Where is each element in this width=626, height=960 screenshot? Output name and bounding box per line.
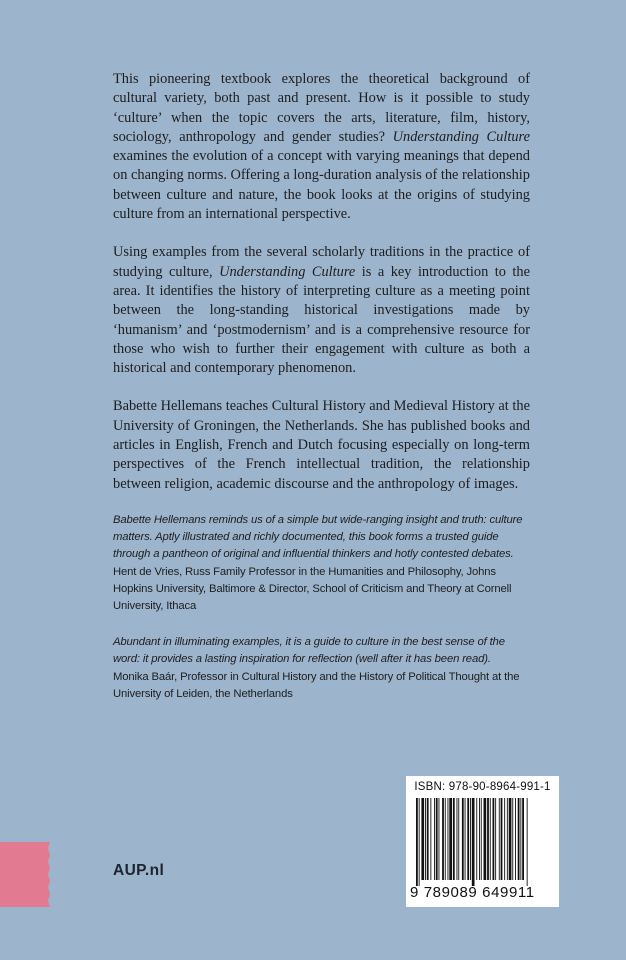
reviews (113, 512, 533, 722)
barcode-bar (481, 798, 482, 880)
barcode-bar (527, 798, 528, 886)
barcode-bar (448, 798, 449, 880)
barcode-bar (499, 798, 500, 880)
blurb-text: is a key introduction to the area. It identifies the history of interpreting culture as a meeting point between the long-standing historical investigations made by ‘humanism’ and ‘postmodernism’ and is a comprehensive resource for those who wish to further their engagement with culture as both a historical and contemporary phenomenon. (113, 263, 530, 377)
barcode-bar (467, 798, 469, 880)
barcode-bar (472, 798, 475, 886)
barcode-bar (419, 798, 420, 886)
blurb-text: This pioneering textbook explores the theoretical background of cultural variety, both past and present. How is it possible to study ‘culture’ when the topic covers the arts, literature, film, history, sociology, anthropology and gender studies? (113, 71, 530, 145)
barcode-bar (449, 798, 452, 880)
barcode-bar (445, 798, 446, 880)
barcode-bar (487, 798, 489, 880)
barcode-bar (421, 798, 424, 880)
isbn-label: ISBN: 978-90-8964-991-1 (414, 781, 551, 793)
barcode-bar (416, 798, 418, 886)
barcode-bar (484, 798, 487, 880)
isbn-barcode (406, 776, 559, 907)
review-quote: Babette Hellemans reminds us of a simple but wide-ranging insight and truth: culture matters. Aptly illustrated and richly documented, this book forms a trusted guide through a pantheon of original and influential thinkers and hotly contested debates. (113, 514, 523, 561)
barcode-bar (458, 798, 459, 880)
barcode-bar (434, 798, 435, 880)
barcode-bar (501, 798, 503, 880)
barcode-bar (457, 798, 458, 880)
author-bio: Babette Hellemans teaches Cultural History and Medieval History at the University of Groningen, the Netherlands. She has published books and articles in English, French and Dutch focusing especially on long-term perspectives of the French intellectual tradition, the relationship between religion, academic discourse and the anthropology of images. (113, 398, 530, 492)
barcode-bar (430, 798, 431, 880)
barcode-bar (462, 798, 464, 880)
barcode-bar (436, 798, 438, 880)
barcode-bar (425, 798, 426, 880)
blurb-text: Using examples from the several scholarly traditions in the practice of studying culture, (113, 244, 530, 280)
review-attribution: Monika Baár, Professor in Cultural History and the History of Political Thought at the University of Leiden, the Netherlands (113, 670, 520, 700)
review-attribution: Hent de Vries, Russ Family Professor in the Humanities and Philosophy, Johns Hopkins University, Baltimore & Director, School of Criticism and Theory at Cornell University, Ithaca (113, 565, 512, 613)
review-quote: Abundant in illuminating examples, it is a guide to culture in the best sense of the word: it provides a lasting inspiration for reflection (well after it has been read). (113, 636, 505, 666)
book-title-italic: Understanding Culture (219, 263, 356, 280)
blurb-paragraph-2 (113, 243, 530, 378)
review-2 (113, 634, 533, 703)
barcode-bar (520, 798, 521, 880)
barcode-bar (465, 798, 466, 880)
barcode-bar (512, 798, 513, 880)
barcode-bar (522, 798, 524, 880)
blurb-text: examines the evolution of a concept with varying meanings that depend on changing norms. Offering a long-duration analysis of the relationship between culture and nature, the book looks at the origins of studying culture from an international perspective. (113, 148, 530, 223)
barcode-bar (427, 798, 429, 880)
barcode-bar (490, 798, 491, 880)
pink-stamp-mark (0, 842, 50, 907)
barcode-digits: 9 789089 649911 (410, 884, 535, 901)
barcode-bar (518, 798, 520, 880)
barcode-bar (442, 798, 444, 880)
barcode-bar (479, 798, 480, 880)
barcode-bar (493, 798, 495, 880)
blurb (113, 70, 530, 513)
barcode-bar (515, 798, 516, 880)
publisher-url: AUP.nl (113, 862, 165, 879)
barcode-bar (470, 798, 471, 880)
barcode-bar (507, 798, 508, 880)
barcode-bar (439, 798, 440, 880)
barcode-bar (504, 798, 505, 880)
blurb-paragraph-1 (113, 70, 530, 224)
barcode-bar (476, 798, 477, 880)
barcode-bar (509, 798, 512, 880)
barcode-bars (416, 798, 549, 886)
barcode-bar (495, 798, 496, 880)
review-1 (113, 512, 533, 615)
barcode-bar (453, 798, 455, 880)
book-title-italic: Understanding Culture (392, 128, 530, 145)
